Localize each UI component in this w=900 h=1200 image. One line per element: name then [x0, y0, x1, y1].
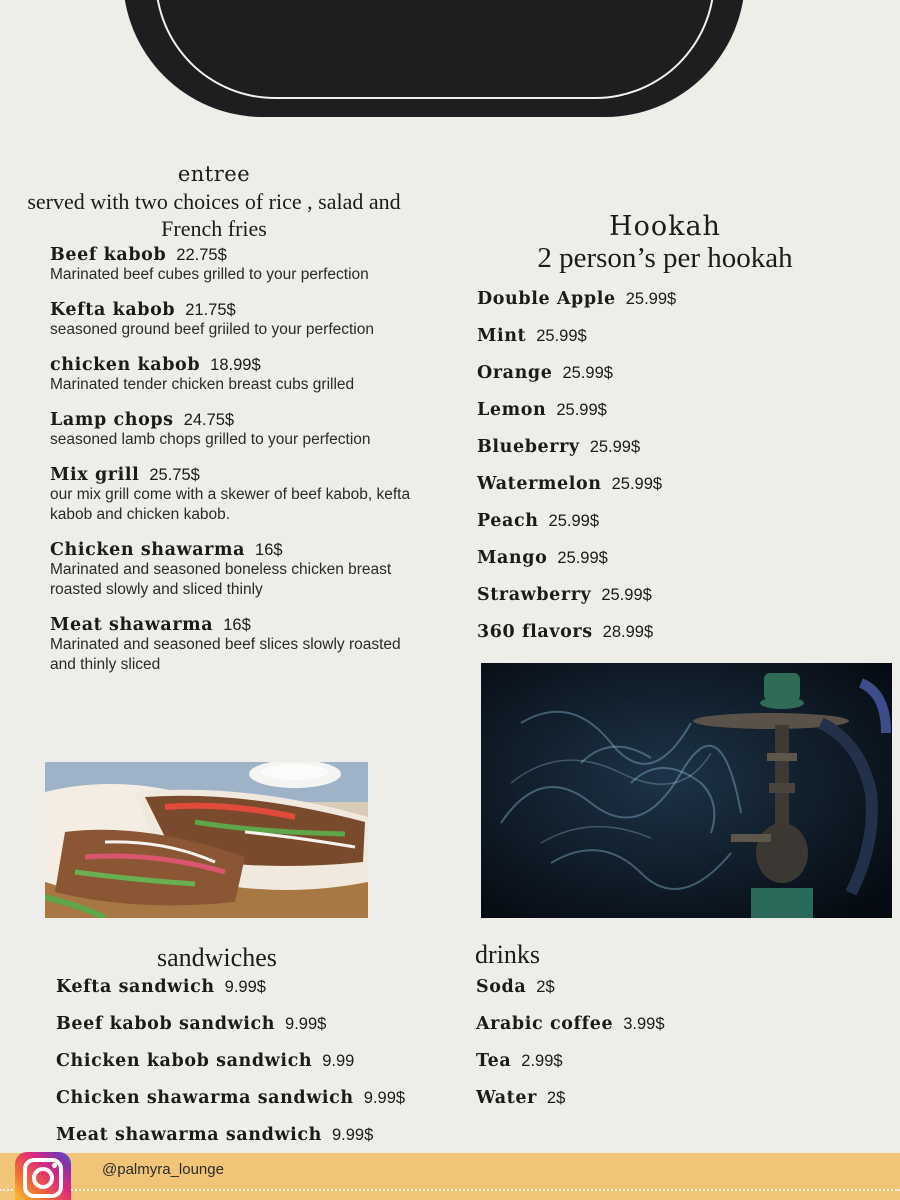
item-name: 360 flavors: [477, 622, 593, 642]
sandwich-item: [56, 1088, 476, 1125]
item-price: 9.99$: [224, 978, 266, 996]
item-name: Mix grill: [50, 465, 140, 485]
item-price: 25.99$: [562, 364, 613, 382]
item-name: Tea: [476, 1051, 512, 1071]
hookah-item: [477, 363, 877, 400]
drink-item: [476, 1014, 776, 1051]
item-price: 25.99$: [536, 327, 587, 345]
item-price: 9.99$: [363, 1089, 406, 1107]
item-price: 3.99$: [623, 1015, 665, 1033]
item-description: our mix grill come with a skewer of beef kabob, kefta kabob and chicken kabob.: [50, 486, 411, 523]
hookah-illustration: [481, 663, 892, 918]
item-name: Lamp chops: [50, 410, 174, 430]
item-description: Marinated and seasoned boneless chicken breast roasted slowly and sliced thinly: [50, 561, 392, 598]
entree-item: [50, 615, 430, 675]
sandwiches-title: sandwiches: [157, 943, 277, 972]
hookah-item: [477, 474, 877, 511]
item-name: Strawberry: [477, 585, 592, 605]
item-price: 18.99$: [210, 356, 261, 374]
hookah-item: [477, 548, 877, 585]
item-name: Watermelon: [477, 474, 602, 494]
item-price: 25.99$: [601, 586, 652, 604]
item-name: Kefta sandwich: [56, 977, 215, 997]
sandwich-item: [56, 1051, 476, 1088]
hookah-item: [477, 585, 877, 622]
sandwich-item: [56, 1014, 476, 1051]
entree-item: [50, 410, 430, 450]
item-price: 25.75$: [149, 466, 200, 484]
instagram-icon[interactable]: [15, 1152, 71, 1200]
item-name: Chicken kabob sandwich: [56, 1051, 313, 1071]
drinks-list: [476, 977, 776, 1125]
item-name: Orange: [477, 363, 553, 383]
item-price: 16$: [255, 541, 283, 559]
item-name: Beef kabob sandwich: [56, 1014, 276, 1034]
item-name: Lemon: [477, 400, 547, 420]
item-name: Blueberry: [477, 437, 580, 457]
item-price: 21.75$: [185, 301, 236, 319]
entree-subtitle: served with two choices of rice , salad and French fries: [27, 189, 401, 241]
hookah-item: [477, 289, 877, 326]
entree-item: [50, 355, 430, 395]
item-price: 2$: [536, 978, 555, 996]
item-price: 9.99$: [285, 1015, 327, 1033]
hookah-item: [477, 437, 877, 474]
hookah-item: [477, 326, 877, 363]
item-price: 22.75$: [176, 246, 227, 264]
item-price: 9.99: [322, 1052, 355, 1070]
item-name: Mint: [477, 326, 527, 346]
instagram-handle[interactable]: @palmyra_lounge: [102, 1161, 224, 1178]
item-name: Double Apple: [477, 289, 616, 309]
item-description: seasoned lamb chops grilled to your perfection: [50, 431, 371, 448]
hookah-subtitle: 2 person’s per hookah: [537, 242, 793, 274]
item-price: 9.99$: [331, 1126, 374, 1144]
item-price: 2$: [546, 1089, 566, 1107]
item-name: Kefta kabob: [50, 300, 176, 320]
entree-title: entree: [177, 162, 251, 186]
item-description: Marinated tender chicken breast cubs grilled: [50, 376, 355, 393]
hookah-header: [480, 212, 850, 274]
item-name: Arabic coffee: [476, 1014, 614, 1034]
hookah-photo: [481, 663, 892, 918]
item-name: Chicken shawarma: [50, 540, 246, 560]
entree-item: [50, 465, 430, 525]
entree-item: [50, 245, 430, 285]
hookah-title: Hookah: [609, 211, 721, 242]
footer-divider: [0, 1189, 900, 1191]
item-price: 25.99$: [556, 401, 607, 419]
hookah-item: [477, 511, 877, 548]
item-name: Meat shawarma: [50, 615, 214, 635]
item-price: 25.99$: [625, 290, 677, 308]
header-banner-outline: [155, 0, 715, 99]
item-name: Beef kabob: [50, 245, 167, 265]
sandwiches-list: [56, 977, 476, 1162]
item-price: 16$: [223, 616, 251, 634]
item-price: 2.99$: [521, 1052, 563, 1070]
shawarma-photo: [45, 762, 368, 918]
drinks-title: drinks: [475, 940, 540, 969]
hookah-item: [477, 400, 877, 437]
hookah-list: [477, 289, 877, 659]
item-description: Marinated and seasoned beef slices slowly roasted and thinly sliced: [50, 636, 401, 673]
item-price: 25.99$: [589, 438, 641, 456]
item-name: Water: [476, 1088, 537, 1108]
entree-item: [50, 300, 430, 340]
item-name: Chicken shawarma sandwich: [56, 1088, 354, 1108]
item-price: 25.99$: [548, 512, 600, 530]
sandwich-item: [56, 977, 476, 1014]
item-name: Meat shawarma sandwich: [56, 1125, 322, 1145]
hookah-item: [477, 622, 877, 659]
item-price: 28.99$: [602, 623, 654, 641]
item-price: 24.75$: [183, 411, 235, 429]
item-description: Marinated beef cubes grilled to your perfection: [50, 266, 369, 283]
item-price: 25.99$: [557, 549, 608, 567]
item-price: 25.99$: [611, 475, 663, 493]
drink-item: [476, 977, 776, 1014]
item-name: chicken kabob: [50, 355, 201, 375]
item-name: Peach: [477, 511, 539, 531]
item-description: seasoned ground beef griiled to your perfection: [50, 321, 374, 338]
item-name: Mango: [477, 548, 548, 568]
entree-item: [50, 540, 430, 600]
entree-list: [50, 245, 430, 690]
shawarma-illustration: [45, 762, 368, 918]
entree-header: [0, 162, 428, 242]
item-name: Soda: [476, 977, 527, 997]
drink-item: [476, 1088, 776, 1125]
drink-item: [476, 1051, 776, 1088]
